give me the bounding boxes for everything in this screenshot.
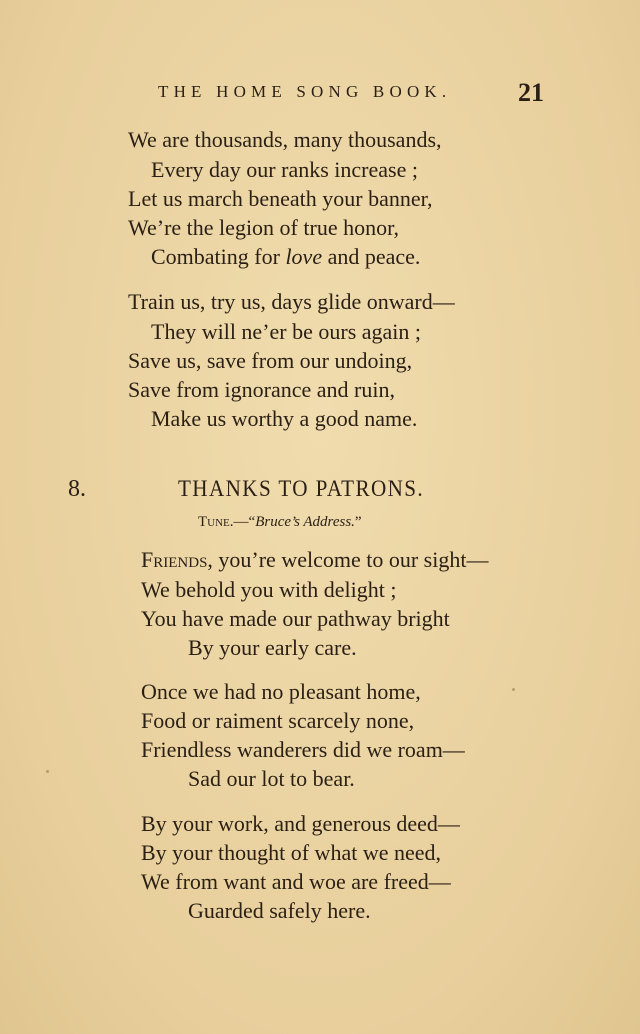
verse-line: By your early care. [188,635,357,660]
tune-name: Bruce’s Address. [255,514,355,530]
verse-text: , you’re welcome to our sight— [207,547,489,572]
verse-line: Save us, save from our undoing, [128,348,413,373]
verse-line: You have made our pathway bright [141,606,450,631]
verse-line: Friendless wanderers did we roam— [141,737,465,762]
verse-line: Food or raiment scarcely none, [141,708,415,733]
verse-line: By your work, and generous deed— [141,811,460,836]
tune-line [198,514,362,531]
verse-line: By your thought of what we need, [141,840,441,865]
verse-line [141,545,488,574]
verse-line: Every day our ranks increase ; [151,157,418,182]
tune-close: ” [354,514,362,530]
song-number: 8. [68,476,86,502]
tune-label: Tune.—“ [198,514,256,530]
verse-line: Let us march beneath your banner, [128,186,433,211]
emphasis-word: love [285,244,323,269]
verse-line: We from want and woe are freed— [141,869,451,894]
verse-line: Guarded safely here. [188,898,371,923]
paper-speck [512,688,515,691]
verse-line: We’re the legion of true honor, [128,215,400,240]
verse-line: Once we had no pleasant home, [141,679,421,704]
song-title: THANKS TO PATRONS. [178,476,425,501]
verse-line: We are thousands, many thousands, [128,127,442,152]
verse-line: We behold you with delight ; [141,577,397,602]
verse-line: Save from ignorance and ruin, [128,377,395,402]
verse-text: Combating for [151,244,286,269]
verse-line: Train us, try us, days glide onward— [128,289,455,314]
page-number: 21 [518,78,544,107]
running-title: THE HOME SONG BOOK. [158,82,452,101]
verse-line: They will ne’er be ours again ; [151,319,422,344]
paper-speck [46,770,49,773]
verse-line [151,242,420,271]
verse-line: Sad our lot to bear. [188,766,355,791]
drop-word: Friends [141,547,208,572]
verse-line: Make us worthy a good name. [151,406,418,431]
verse-text: and peace. [322,244,421,269]
